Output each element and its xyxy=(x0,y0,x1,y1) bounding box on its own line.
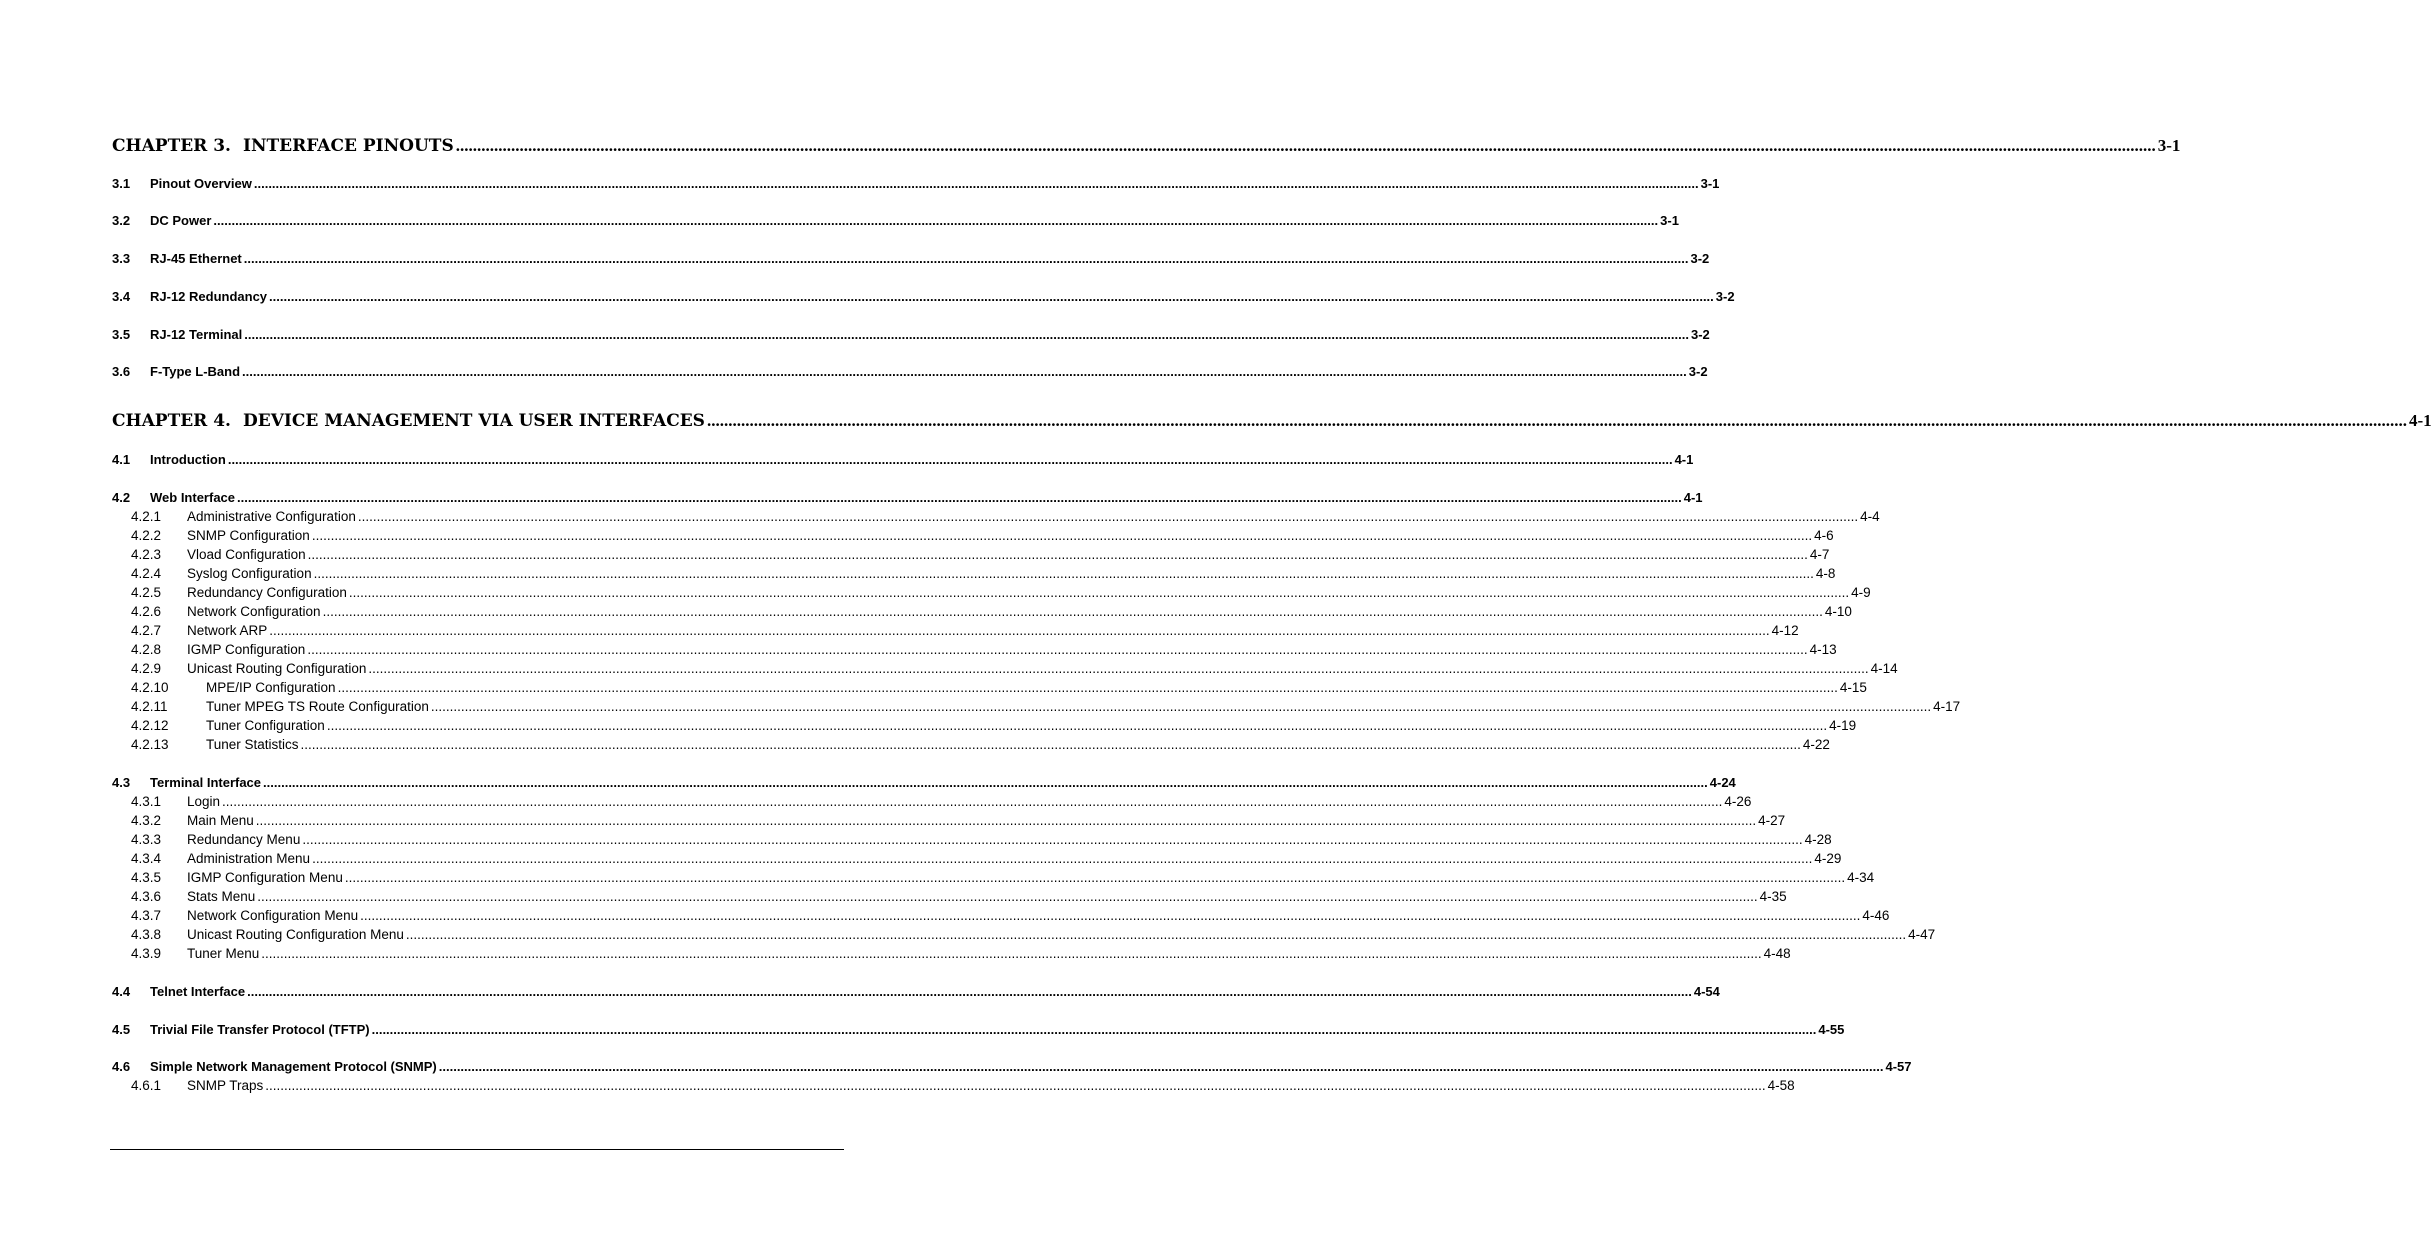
dot-leader: ................................................................................................................................................................................................................................................................................................................................................................................................................ xyxy=(368,661,1869,676)
subsection-title: Redundancy Menu xyxy=(187,832,301,847)
subsection-number: 4.2.7 xyxy=(131,623,162,638)
section-number: 4.4 xyxy=(112,984,131,999)
toc-section-4-5[interactable] xyxy=(112,1022,1845,1041)
page-number: 4-13 xyxy=(1809,642,1837,657)
dot-leader: ................................................................................................................................................................................................................................................................................................................................................................................................................ xyxy=(357,509,1859,524)
subsection-title: Network Configuration Menu xyxy=(187,908,359,923)
dot-leader: ................................................................................................................................................................................................................................................................................................................................................................................................................ xyxy=(255,813,1757,828)
dot-leader: ................................................................................................................................................................................................................................................................................................................................................................................................................ xyxy=(244,327,1689,342)
dot-leader: ................................................................................................................................................................................................................................................................................................................................................................................................................ xyxy=(438,1059,1884,1074)
subsection-title: Syslog Configuration xyxy=(187,566,312,581)
section-number: 3.3 xyxy=(112,251,131,266)
page-number: 4-24 xyxy=(1709,775,1736,790)
page-number: 4-58 xyxy=(1767,1078,1795,1093)
page-number: 4-46 xyxy=(1862,908,1890,923)
toc-section-3-4[interactable] xyxy=(112,289,1735,308)
dot-leader: ................................................................................................................................................................................................................................................................................................................................................................................................................ xyxy=(257,889,1758,904)
page-number: 4-7 xyxy=(1809,547,1830,562)
section-number: 4.3 xyxy=(112,775,131,790)
page-number: 4-1 xyxy=(1674,452,1694,467)
dot-leader: ................................................................................................................................................................................................................................................................................................................................................................................................................ xyxy=(371,1022,1817,1037)
toc-subsection-4-6-1[interactable] xyxy=(112,1078,1795,1097)
footer-rule xyxy=(110,1149,844,1150)
dot-leader: ................................................................................................................................................................................................................................................................................................................................................................................................................ xyxy=(243,251,1689,266)
page-number: 4-35 xyxy=(1759,889,1787,904)
page-number: 4-54 xyxy=(1693,984,1720,999)
section-title: RJ-45 Ethernet xyxy=(150,251,242,266)
subsection-number: 4.2.9 xyxy=(131,661,162,676)
toc-chapter-4[interactable] xyxy=(112,411,2432,431)
subsection-title: Tuner Statistics xyxy=(206,737,299,752)
dot-leader: ................................................................................................................................................................................................................................................................................................................................................................................................................ xyxy=(706,411,2407,430)
dot-leader: ................................................................................................................................................................................................................................................................................................................................................................................................................ xyxy=(307,642,1808,657)
toc-subsection-4-3-8[interactable] xyxy=(112,927,1936,946)
chapter-title: DEVICE MANAGEMENT VIA USER INTERFACES xyxy=(243,411,705,431)
dot-leader: ................................................................................................................................................................................................................................................................................................................................................................................................................ xyxy=(313,566,1814,581)
subsection-title: Administrative Configuration xyxy=(187,509,356,524)
section-number: 4.6 xyxy=(112,1059,131,1074)
subsection-number: 4.3.5 xyxy=(131,870,162,885)
subsection-title: Login xyxy=(187,794,221,809)
dot-leader: ................................................................................................................................................................................................................................................................................................................................................................................................................ xyxy=(222,794,1723,809)
subsection-number: 4.3.9 xyxy=(131,946,162,961)
subsection-title: SNMP Traps xyxy=(187,1078,264,1093)
toc-subsection-4-3-7[interactable] xyxy=(112,908,1890,927)
dot-leader: ................................................................................................................................................................................................................................................................................................................................................................................................................ xyxy=(261,946,1762,961)
section-title: Pinout Overview xyxy=(150,176,252,191)
section-title: Telnet Interface xyxy=(150,984,246,999)
dot-leader: ................................................................................................................................................................................................................................................................................................................................................................................................................ xyxy=(405,927,1907,942)
subsection-number: 4.3.8 xyxy=(131,927,162,942)
page-number: 3-1 xyxy=(2157,136,2181,155)
page-number: 4-57 xyxy=(1885,1059,1912,1074)
page-number: 4-48 xyxy=(1763,946,1791,961)
page-number: 4-27 xyxy=(1758,813,1786,828)
chapter-title: INTERFACE PINOUTS xyxy=(243,136,454,156)
page-number: 4-47 xyxy=(1908,927,1936,942)
page-number: 3-1 xyxy=(1700,176,1720,191)
subsection-title: IGMP Configuration xyxy=(187,642,306,657)
dot-leader: ................................................................................................................................................................................................................................................................................................................................................................................................................ xyxy=(269,289,1714,304)
page-number: 4-8 xyxy=(1815,566,1836,581)
dot-leader: ................................................................................................................................................................................................................................................................................................................................................................................................................ xyxy=(360,908,1861,923)
subsection-number: 4.2.10 xyxy=(131,680,169,695)
toc-subsection-4-2-4[interactable] xyxy=(112,566,1836,585)
page-number: 4-17 xyxy=(1933,699,1961,714)
page-number: 3-1 xyxy=(1660,213,1679,228)
subsection-title: Tuner MPEG TS Route Configuration xyxy=(206,699,429,714)
toc-subsection-4-3-9[interactable] xyxy=(112,946,1791,965)
page-number: 4-15 xyxy=(1839,680,1867,695)
dot-leader: ................................................................................................................................................................................................................................................................................................................................................................................................................ xyxy=(265,1078,1766,1093)
toc-section-4-6[interactable] xyxy=(112,1059,1912,1078)
page-number: 4-29 xyxy=(1814,851,1842,866)
section-number: 4.2 xyxy=(112,490,131,505)
toc-subsection-4-2-2[interactable] xyxy=(112,528,1834,547)
toc-section-3-2[interactable] xyxy=(112,213,1679,232)
dot-leader: ................................................................................................................................................................................................................................................................................................................................................................................................................ xyxy=(337,680,1838,695)
chapter-number: CHAPTER 3. xyxy=(112,136,231,156)
subsection-title: Network Configuration xyxy=(187,604,321,619)
subsection-title: SNMP Configuration xyxy=(187,528,310,543)
subsection-title: MPE/IP Configuration xyxy=(206,680,336,695)
page-number: 3-2 xyxy=(1688,364,1708,379)
section-title: DC Power xyxy=(150,213,212,228)
subsection-number: 4.2.11 xyxy=(131,699,168,714)
subsection-title: Tuner Menu xyxy=(187,946,260,961)
dot-leader: ................................................................................................................................................................................................................................................................................................................................................................................................................ xyxy=(269,623,1770,638)
dot-leader: ................................................................................................................................................................................................................................................................................................................................................................................................................ xyxy=(237,490,1682,505)
subsection-number: 4.2.2 xyxy=(131,528,162,543)
dot-leader: ................................................................................................................................................................................................................................................................................................................................................................................................................ xyxy=(247,984,1692,999)
subsection-title: IGMP Configuration Menu xyxy=(187,870,343,885)
section-title: Web Interface xyxy=(150,490,236,505)
toc-subsection-4-2-6[interactable] xyxy=(112,604,1852,623)
toc-subsection-4-2-8[interactable] xyxy=(112,642,1837,661)
toc-subsection-4-2-7[interactable] xyxy=(112,623,1799,642)
page-number: 3-2 xyxy=(1690,251,1710,266)
dot-leader: ................................................................................................................................................................................................................................................................................................................................................................................................................ xyxy=(430,699,1932,714)
subsection-title: Stats Menu xyxy=(187,889,256,904)
section-title: F-Type L-Band xyxy=(150,364,241,379)
dot-leader: ................................................................................................................................................................................................................................................................................................................................................................................................................ xyxy=(311,528,1813,543)
dot-leader: ................................................................................................................................................................................................................................................................................................................................................................................................................ xyxy=(213,213,1659,228)
dot-leader: ................................................................................................................................................................................................................................................................................................................................................................................................................ xyxy=(312,851,1813,866)
page-number: 4-1 xyxy=(1683,490,1703,505)
toc-chapter-3[interactable] xyxy=(112,136,2181,156)
page-number: 4-9 xyxy=(1851,585,1871,600)
page-number: 4-55 xyxy=(1818,1022,1845,1037)
section-number: 3.6 xyxy=(112,364,131,379)
subsection-number: 4.3.3 xyxy=(131,832,162,847)
toc-section-4-2[interactable] xyxy=(112,490,1703,509)
subsection-number: 4.3.7 xyxy=(131,908,162,923)
dot-leader: ................................................................................................................................................................................................................................................................................................................................................................................................................ xyxy=(302,832,1803,847)
toc-subsection-4-2-1[interactable] xyxy=(112,509,1880,528)
page-number: 4-34 xyxy=(1847,870,1875,885)
page-number: 4-12 xyxy=(1771,623,1799,638)
toc-section-3-3[interactable] xyxy=(112,251,1710,270)
subsection-number: 4.2.13 xyxy=(131,737,169,752)
subsection-title: Unicast Routing Configuration xyxy=(187,661,367,676)
subsection-number: 4.3.1 xyxy=(131,794,162,809)
section-number: 4.5 xyxy=(112,1022,131,1037)
subsection-number: 4.2.8 xyxy=(131,642,162,657)
page-number: 4-19 xyxy=(1829,718,1857,733)
section-number: 3.1 xyxy=(112,176,131,191)
section-title: Terminal Interface xyxy=(150,775,262,790)
toc-subsection-4-2-11[interactable] xyxy=(112,699,1961,718)
toc-section-4-3[interactable] xyxy=(112,775,1736,794)
toc-section-3-1[interactable] xyxy=(112,176,1720,195)
toc-section-3-6[interactable] xyxy=(112,364,1708,383)
dot-leader: ................................................................................................................................................................................................................................................................................................................................................................................................................ xyxy=(326,718,1828,733)
page-number: 4-28 xyxy=(1804,832,1832,847)
section-number: 3.2 xyxy=(112,213,131,228)
subsection-title: Network ARP xyxy=(187,623,268,638)
dot-leader: ................................................................................................................................................................................................................................................................................................................................................................................................................ xyxy=(455,136,2156,155)
chapter-number: CHAPTER 4. xyxy=(112,411,231,431)
page-number: 4-22 xyxy=(1802,737,1830,752)
dot-leader: ................................................................................................................................................................................................................................................................................................................................................................................................................ xyxy=(300,737,1801,752)
subsection-title: Main Menu xyxy=(187,813,254,828)
dot-leader: ................................................................................................................................................................................................................................................................................................................................................................................................................ xyxy=(348,585,1850,600)
page-number: 4-26 xyxy=(1724,794,1752,809)
page-number: 4-4 xyxy=(1860,509,1880,524)
toc-subsection-4-3-1[interactable] xyxy=(112,794,1752,813)
section-title: Trivial File Transfer Protocol (TFTP) xyxy=(150,1022,370,1037)
section-number: 3.5 xyxy=(112,327,131,342)
section-number: 4.1 xyxy=(112,452,131,467)
page-number: 4-6 xyxy=(1814,528,1834,543)
toc-subsection-4-2-3[interactable] xyxy=(112,547,1830,566)
toc-subsection-4-2-9[interactable] xyxy=(112,661,1898,680)
subsection-title: Unicast Routing Configuration Menu xyxy=(187,927,404,942)
toc-subsection-4-3-5[interactable] xyxy=(112,870,1875,889)
subsection-number: 4.2.5 xyxy=(131,585,162,600)
toc-section-3-5[interactable] xyxy=(112,327,1710,346)
page-number: 3-2 xyxy=(1715,289,1735,304)
toc-subsection-4-2-5[interactable] xyxy=(112,585,1871,604)
dot-leader: ................................................................................................................................................................................................................................................................................................................................................................................................................ xyxy=(307,547,1808,562)
dot-leader: ................................................................................................................................................................................................................................................................................................................................................................................................................ xyxy=(253,176,1699,191)
dot-leader: ................................................................................................................................................................................................................................................................................................................................................................................................................ xyxy=(227,452,1673,467)
subsection-title: Vload Configuration xyxy=(187,547,306,562)
section-title: Introduction xyxy=(150,452,226,467)
toc-subsection-4-2-13[interactable] xyxy=(112,737,1830,756)
dot-leader: ................................................................................................................................................................................................................................................................................................................................................................................................................ xyxy=(263,775,1708,790)
dot-leader: ................................................................................................................................................................................................................................................................................................................................................................................................................ xyxy=(242,364,1687,379)
subsection-number: 4.2.4 xyxy=(131,566,162,581)
subsection-title: Redundancy Configuration xyxy=(187,585,347,600)
toc-subsection-4-3-6[interactable] xyxy=(112,889,1787,908)
section-title: Simple Network Management Protocol (SNMP) xyxy=(150,1059,437,1074)
toc-subsection-4-2-12[interactable] xyxy=(112,718,1857,737)
subsection-number: 4.2.3 xyxy=(131,547,162,562)
subsection-number: 4.2.6 xyxy=(131,604,162,619)
page-number: 3-2 xyxy=(1690,327,1710,342)
subsection-title: Administration Menu xyxy=(187,851,311,866)
toc-section-4-4[interactable] xyxy=(112,984,1720,1003)
toc-subsection-4-3-4[interactable] xyxy=(112,851,1842,870)
subsection-number: 4.3.2 xyxy=(131,813,162,828)
toc-section-4-1[interactable] xyxy=(112,452,1694,471)
subsection-title: Tuner Configuration xyxy=(206,718,325,733)
section-title: RJ-12 Terminal xyxy=(150,327,243,342)
subsection-number: 4.3.6 xyxy=(131,889,162,904)
subsection-number: 4.3.4 xyxy=(131,851,162,866)
dot-leader: ................................................................................................................................................................................................................................................................................................................................................................................................................ xyxy=(344,870,1846,885)
toc-subsection-4-2-10[interactable] xyxy=(112,680,1867,699)
toc-subsection-4-3-3[interactable] xyxy=(112,832,1832,851)
subsection-number: 4.2.1 xyxy=(131,509,162,524)
page-number: 4-1 xyxy=(2408,411,2432,430)
subsection-number: 4.6.1 xyxy=(131,1078,162,1093)
page-number: 4-10 xyxy=(1824,604,1852,619)
subsection-number: 4.2.12 xyxy=(131,718,169,733)
page-number: 4-14 xyxy=(1870,661,1898,676)
toc-subsection-4-3-2[interactable] xyxy=(112,813,1786,832)
section-title: RJ-12 Redundancy xyxy=(150,289,268,304)
dot-leader: ................................................................................................................................................................................................................................................................................................................................................................................................................ xyxy=(322,604,1823,619)
section-number: 3.4 xyxy=(112,289,131,304)
